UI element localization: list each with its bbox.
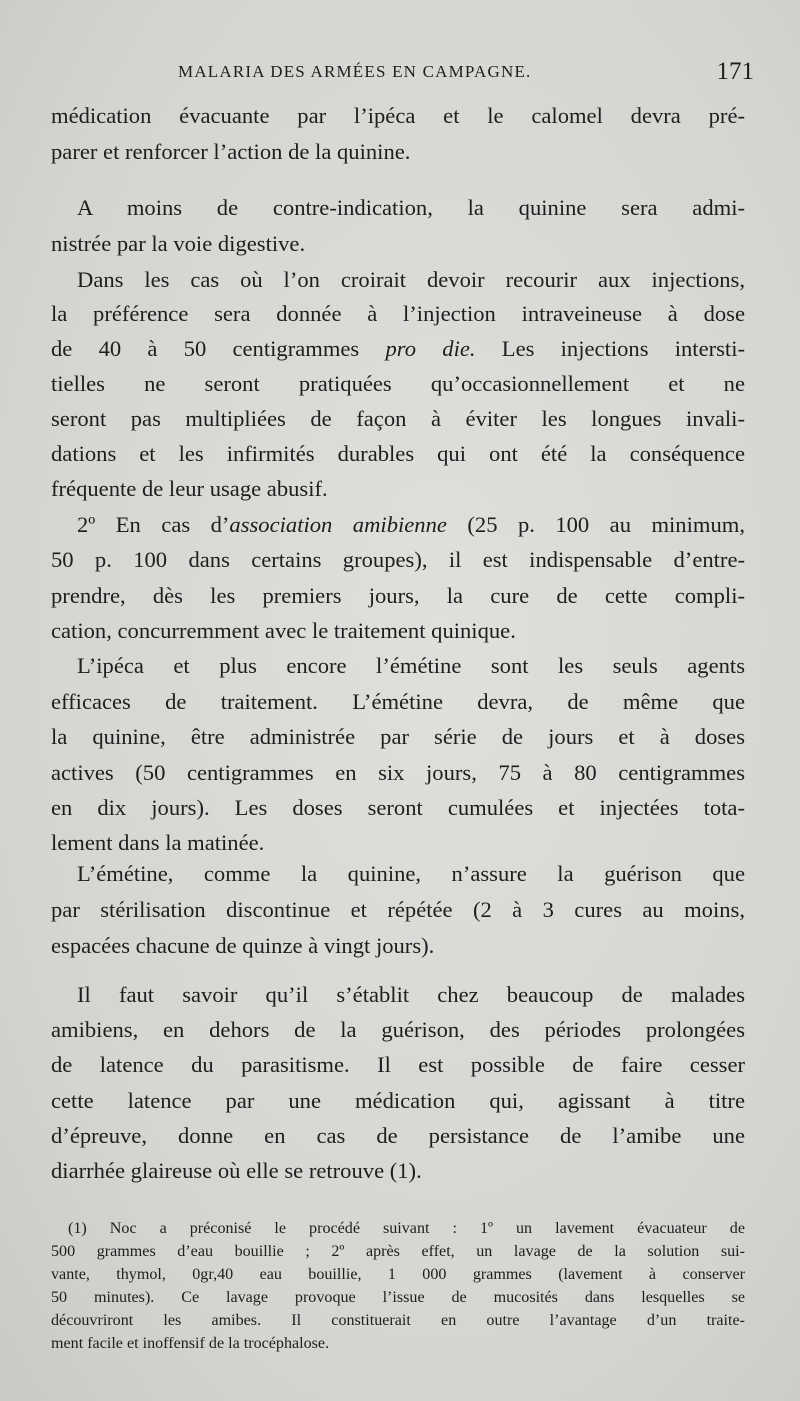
body-line: 50 p. 100 dans certains groupes), il est indispensable d’entre- [51, 547, 745, 572]
line-segment: (25 p. 100 au minimum, [467, 512, 745, 537]
running-title: MALARIA DES ARMÉES EN CAMPAGNE. [178, 62, 532, 81]
running-header [50, 58, 760, 92]
body-line: cette latence par une médication qui, agissant à titre [51, 1088, 745, 1113]
italic-term: association amibienne [229, 512, 447, 537]
body-line: prendre, dès les premiers jours, la cure de cette compli- [51, 583, 745, 608]
footnote-line: (1) Noc a préconisé le procédé suivant : 1º un lavement évacuateur de [68, 1220, 745, 1237]
body-line: A moins de contre-indication, la quinine sera admi- [77, 195, 745, 220]
body-line: en dix jours). Les doses seront cumulées et injectées tota- [51, 795, 745, 820]
page-number: 171 [716, 58, 754, 85]
body-line [77, 508, 745, 542]
body-line: Dans les cas où l’on croirait devoir recourir aux injections, [77, 267, 745, 292]
body-line: actives (50 centigrammes en six jours, 75 à 80 centigrammes [51, 760, 745, 785]
body-line: diarrhée glaireuse où elle se retrouve (1). [51, 1158, 422, 1183]
footnote-line: vante, thymol, 0gr,40 eau bouillie, 1 000 grammes (lavement à conserver [51, 1266, 745, 1283]
line-segment: de 40 à 50 centigrammes [51, 336, 360, 361]
body-line: seront pas multipliées de façon à éviter les longues invali- [51, 406, 745, 431]
line-segment: 2º En cas d’ [77, 512, 230, 537]
body-line: tielles ne seront pratiquées qu’occasionnellement et ne [51, 371, 745, 396]
footnote-line: découvriront les amibes. Il constituerait en outre l’avantage d’un traite- [51, 1312, 745, 1329]
footnote-line: 500 grammes d’eau bouillie ; 2º après effet, un lavage de la solution sui- [51, 1243, 745, 1260]
line-segment: Les injections intersti- [501, 336, 746, 361]
body-line: médication évacuante par l’ipéca et le calomel devra pré- [51, 103, 745, 128]
body-line: L’ipéca et plus encore l’émétine sont les seuls agents [77, 653, 745, 678]
body-line: par stérilisation discontinue et répétée (2 à 3 cures au moins, [51, 897, 745, 922]
body-line: nistrée par la voie digestive. [51, 231, 306, 256]
body-line: amibiens, en dehors de la guérison, des périodes prolongées [51, 1017, 745, 1042]
body-line: espacées chacune de quinze à vingt jours). [51, 933, 435, 958]
body-line: lement dans la matinée. [51, 830, 265, 855]
body-line: efficaces de traitement. L’émétine devra, de même que [51, 689, 745, 714]
body-line: de latence du parasitisme. Il est possible de faire cesser [51, 1052, 745, 1077]
body-line: parer et renforcer l’action de la quinine. [51, 139, 411, 164]
footnote-line: ment facile et inoffensif de la trocéphalose. [51, 1335, 330, 1352]
body-line: cation, concurremment avec le traitement quinique. [51, 618, 516, 643]
body-line: L’émétine, comme la quinine, n’assure la guérison que [77, 861, 745, 886]
body-line [51, 332, 745, 366]
body-line: d’épreuve, donne en cas de persistance de l’amibe une [51, 1123, 745, 1148]
body-line: la quinine, être administrée par série de jours et à doses [51, 724, 745, 749]
body-line: Il faut savoir qu’il s’établit chez beaucoup de malades [77, 982, 745, 1007]
body-line: la préférence sera donnée à l’injection intraveineuse à dose [51, 301, 745, 326]
body-line: fréquente de leur usage abusif. [51, 476, 328, 501]
italic-term: pro die. [385, 336, 476, 361]
body-line: dations et les infirmités durables qui ont été la conséquence [51, 441, 745, 466]
footnote-line: 50 minutes). Ce lavage provoque l’issue de mucosités dans lesquelles se [51, 1289, 745, 1306]
